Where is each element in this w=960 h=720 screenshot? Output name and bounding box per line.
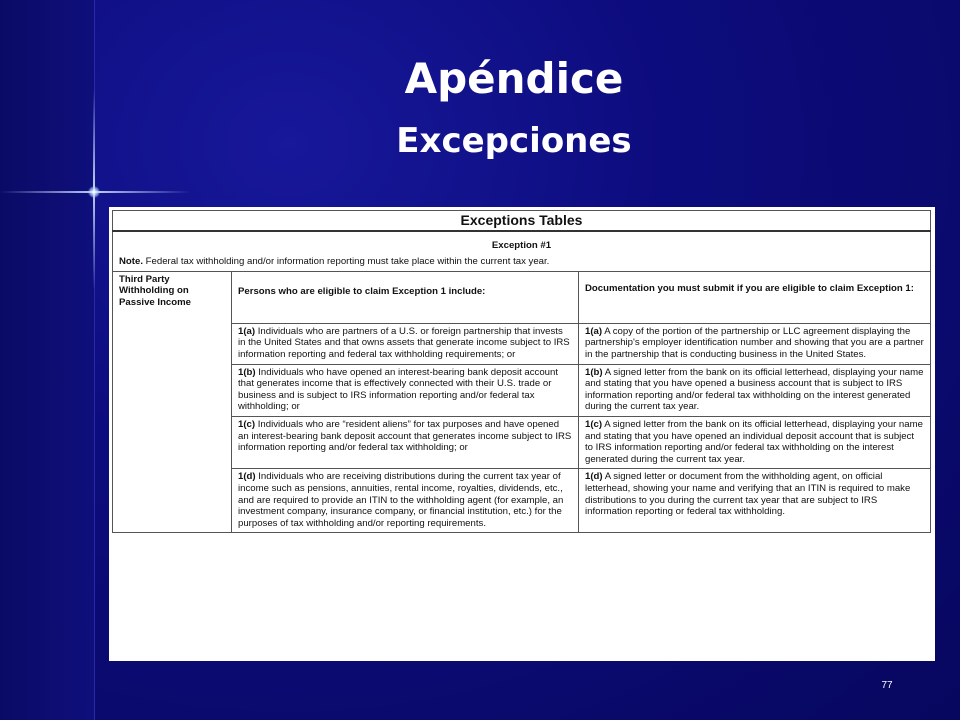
row-code: 1(c) <box>238 418 256 430</box>
sparkle-star-icon <box>88 186 100 198</box>
row-text: Individuals who are “resident aliens” for tax purposes and have opened an interest-bearing bank deposit account that generates income subject to IRS information reporting and/or federal tax withholding; or <box>238 418 572 454</box>
note-label: Note. <box>119 256 143 268</box>
row-text: Individuals who have opened an interest-bearing bank deposit account that generates income that is effectively connected with their U.S. trade or business and is subject to IRS information reporting and/or federal tax withholding; or <box>238 366 559 413</box>
table-row <box>113 323 931 364</box>
row-code: 1(a) <box>238 325 256 337</box>
docs-cell <box>579 323 931 364</box>
category-cell: Third Party Withholding on Passive Income <box>113 271 232 533</box>
row-text: A signed letter or document from the withholding agent, on official letterhead, showing your name and verifying that an ITIN is required to make distributions to you during the current tax year that are subject to IRS information reporting or federal tax withholding. <box>585 471 911 518</box>
row-code: 1(d) <box>238 471 256 483</box>
row-text: Individuals who are partners of a U.S. or foreign partnership that invests in the United States and that owns assets that generate income subject to IRS information reporting and federal tax withholding requirements; or <box>238 325 570 360</box>
row-text: A signed letter from the bank on its official letterhead, displaying your name and stating that you have opened an individual deposit account that is subject to IRS information reporting and/or federal tax withholding on the interest generated during the current tax year. <box>585 418 923 465</box>
exception-label: Exception #1 <box>113 231 931 255</box>
persons-cell <box>232 323 579 364</box>
persons-cell <box>232 469 579 533</box>
docs-cell <box>579 364 931 416</box>
docs-cell <box>579 416 931 468</box>
row-text: Individuals who are receiving distributions during the current tax year of income such as pensions, annuities, rental income, royalties, dividends, etc., and are required to provide an ITIN to the withholding agent (for example, an investment company, insurance company, or financial institution, etc.) for the purposes of tax withholding and/or reporting requirements. <box>238 471 564 529</box>
page-number: 77 <box>881 680 893 691</box>
note-cell <box>113 254 931 271</box>
slide-subtitle: Excepciones <box>396 121 632 161</box>
table-row <box>113 416 931 468</box>
left-decorative-strip <box>0 0 95 720</box>
exceptions-table-image <box>109 207 935 661</box>
row-code: 1(a) <box>585 325 603 337</box>
documents-column-header: Documentation you must submit if you are eligible to claim Exception 1: <box>579 271 931 323</box>
row-code: 1(b) <box>585 366 603 378</box>
table-row <box>113 364 931 416</box>
row-code: 1(b) <box>238 366 256 378</box>
exceptions-table <box>112 210 931 533</box>
note-text: Federal tax withholding and/or information reporting must take place within the current tax year. <box>145 256 550 268</box>
row-text: A signed letter from the bank on its official letterhead, displaying your name and stating that you have opened a business account that is subject to IRS information reporting and/or federal tax withholding on the interest generated during the current tax year. <box>585 366 924 413</box>
row-code: 1(c) <box>585 418 603 430</box>
row-code: 1(d) <box>585 471 603 483</box>
persons-column-header: Persons who are eligible to claim Exception 1 include: <box>232 271 579 323</box>
docs-cell <box>579 469 931 533</box>
row-text: A copy of the portion of the partnership or LLC agreement displaying the partnership's employer identification number and showing that you are a partner in the partnership that is conducting business in the United States. <box>585 325 924 360</box>
persons-cell <box>232 364 579 416</box>
persons-cell <box>232 416 579 468</box>
table-heading: Exceptions Tables <box>113 211 931 231</box>
table-row <box>113 469 931 533</box>
slide-title: Apéndice <box>404 54 624 103</box>
